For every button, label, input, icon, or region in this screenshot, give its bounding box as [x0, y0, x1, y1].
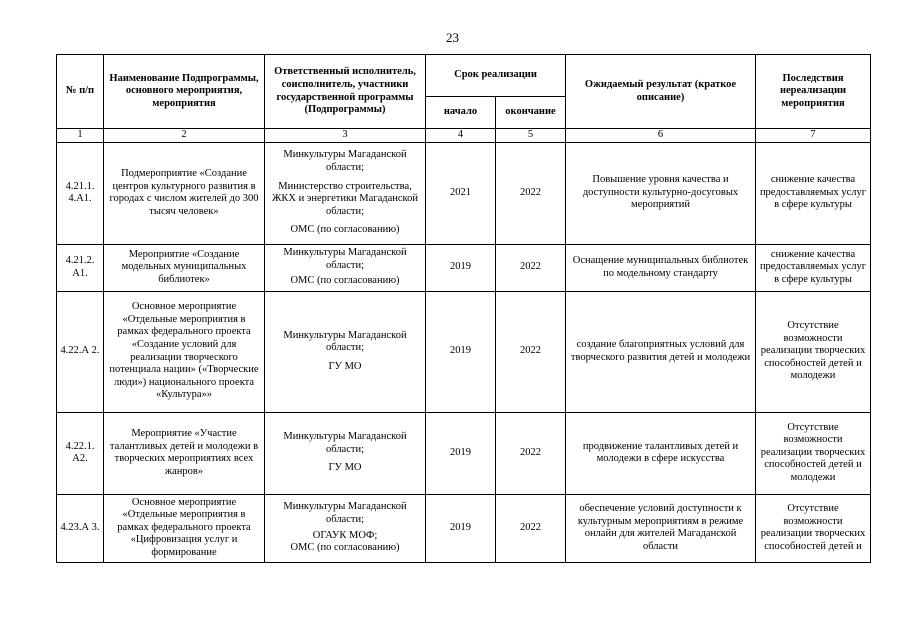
table-row	[57, 291, 871, 412]
executor-line: ОМС (по согласованию)	[290, 275, 400, 287]
consequences: Отсутствие возможности реализации творческих способностей детей и	[756, 494, 871, 562]
executor-line: Минкультуры Магаданской области;	[283, 431, 407, 455]
end-year: 2022	[496, 412, 566, 494]
header-name: Наименование Подпрограммы, основного мероприятия, мероприятия	[104, 55, 265, 129]
start-year: 2019	[426, 494, 496, 562]
executor-line: Минкультуры Магаданской области;	[283, 329, 407, 354]
column-number: 5	[496, 129, 566, 143]
table-row	[57, 244, 871, 291]
executor-cell	[265, 142, 426, 244]
column-number: 7	[756, 129, 871, 143]
start-year: 2021	[426, 142, 496, 244]
executor-line: ОГАУК МОФ;	[312, 529, 378, 541]
executor-cell	[265, 494, 426, 562]
activity-name: Мероприятие «Участие талантливых детей и молодежи в творческих мероприятиях всех жанров»	[104, 412, 265, 494]
executor-line: Министерство строительства, ЖКХ и энергетики Магаданской области;	[272, 180, 418, 217]
page-number: 23	[446, 30, 459, 45]
column-number: 3	[265, 129, 426, 143]
header-consequences: Последствия нереализации мероприятия	[756, 55, 871, 129]
header-num: № п/п	[57, 55, 104, 129]
executor-line: Минкультуры Магаданской области;	[283, 247, 407, 271]
consequences: Отсутствие возможности реализации творческих способностей детей и молодежи	[756, 412, 871, 494]
row-number: 4.21.2. А1.	[57, 244, 104, 291]
activity-name: Основное мероприятие «Отдельные мероприятия в рамках федерального проекта «Создание условий для реализации творческого потенциала нации» («Творческие люди») национального проекта «Культура»»	[104, 291, 265, 412]
executor-line: ОМС (по согласованию)	[290, 542, 400, 554]
start-year: 2019	[426, 412, 496, 494]
header-executor: Ответственный исполнитель, соисполнитель, участники государственной программы (Подпрограммы)	[265, 55, 426, 129]
table-row	[57, 494, 871, 562]
end-year: 2022	[496, 244, 566, 291]
header-end: окончание	[496, 97, 566, 129]
start-year: 2019	[426, 244, 496, 291]
end-year: 2022	[496, 291, 566, 412]
table-row	[57, 142, 871, 244]
executor-line: Минкультуры Магаданской области;	[283, 501, 407, 525]
row-number: 4.22.1. А2.	[57, 412, 104, 494]
executor-cell	[265, 244, 426, 291]
expected-result: Оснащение муниципальных библиотек по модельному стандарту	[566, 244, 756, 291]
column-number-row	[57, 129, 871, 143]
consequences: снижение качества предоставляемых услуг в сфере культуры	[756, 142, 871, 244]
table-row	[57, 412, 871, 494]
row-number: 4.23.А 3.	[57, 494, 104, 562]
activity-name: Мероприятие «Создание модельных муниципальных библиотек»	[104, 244, 265, 291]
row-number: 4.22.А 2.	[57, 291, 104, 412]
program-table	[56, 54, 871, 563]
executor-line: ОМС (по согласованию)	[290, 224, 400, 236]
activity-name: Основное мероприятие «Отдельные мероприятия в рамках федерального проекта «Цифровизация услуг и формирование	[104, 494, 265, 562]
header-start: начало	[426, 97, 496, 129]
executor-line: Минкультуры Магаданской области;	[283, 149, 407, 173]
start-year: 2019	[426, 291, 496, 412]
expected-result: создание благоприятных условий для творческого развития детей и молодежи	[566, 291, 756, 412]
column-number: 2	[104, 129, 265, 143]
expected-result: Повышение уровня качества и доступности культурно-досуговых мероприятий	[566, 142, 756, 244]
header-row	[57, 55, 871, 97]
consequences: Отсутствие возможности реализации творческих способностей детей и молодежи	[756, 291, 871, 412]
executor-line: ГУ МО	[328, 462, 362, 474]
executor-line: ГУ МО	[328, 360, 362, 372]
header-period: Срок реализации	[426, 55, 566, 97]
column-number: 1	[57, 129, 104, 143]
executor-cell	[265, 291, 426, 412]
end-year: 2022	[496, 142, 566, 244]
consequences: снижение качества предоставляемых услуг в сфере культуры	[756, 244, 871, 291]
column-number: 4	[426, 129, 496, 143]
activity-name: Подмероприятие «Создание центров культурного развития в городах с числом жителей до 300 тысяч человек»	[104, 142, 265, 244]
expected-result: продвижение талантливых детей и молодежи в сфере искусства	[566, 412, 756, 494]
row-number: 4.21.1. 4.А1.	[57, 142, 104, 244]
end-year: 2022	[496, 494, 566, 562]
header-result: Ожидаемый результат (краткое описание)	[566, 55, 756, 129]
column-number: 6	[566, 129, 756, 143]
expected-result: обеспечение условий доступности к культурным мероприятиям в режиме онлайн для жителей Магаданской области	[566, 494, 756, 562]
executor-cell	[265, 412, 426, 494]
